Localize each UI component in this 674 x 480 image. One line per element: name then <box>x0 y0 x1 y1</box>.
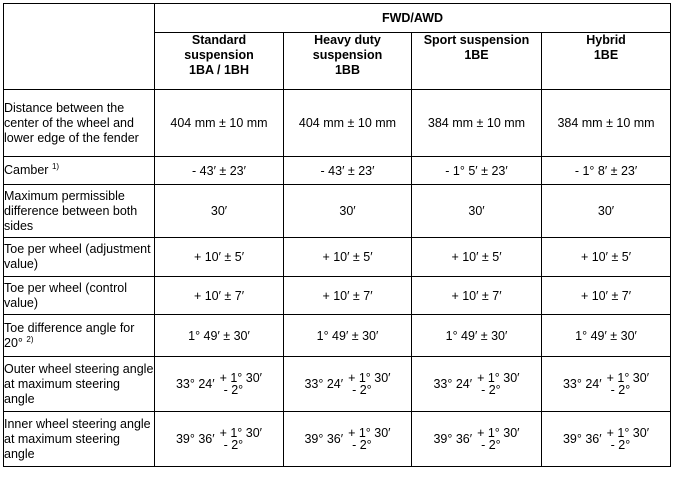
table-row <box>4 90 671 157</box>
value-cell: 1° 49′ ± 30′ <box>284 315 412 357</box>
steering-value-cell <box>284 357 412 412</box>
row-label: Toe per wheel (adjustment value) <box>4 238 155 277</box>
value-cell: - 43′ ± 23′ <box>155 157 284 185</box>
tolerance-minus: - 2° <box>610 438 631 452</box>
column-header-line: 1BB <box>334 63 360 77</box>
column-header-line: suspension <box>312 48 383 62</box>
tolerance-minus: - 2° <box>481 438 501 452</box>
steering-value-cell <box>412 357 542 412</box>
column-header-line: 1BA / 1BH <box>189 63 249 77</box>
footnote-marker: 1) <box>51 162 60 171</box>
steering-base-value: 39° 36′ <box>304 432 344 446</box>
steering-tolerance <box>607 372 649 396</box>
row-label: Toe per wheel (control value) <box>4 277 155 315</box>
column-header-line: 1BE <box>593 48 619 62</box>
tolerance-plus: + 1° 30′ <box>477 426 520 440</box>
value-cell: 404 mm ± 10 mm <box>155 90 284 157</box>
steering-tolerance <box>477 427 519 451</box>
table-row <box>4 277 671 315</box>
value-cell: 1° 49′ ± 30′ <box>542 315 671 357</box>
table-row <box>4 157 671 185</box>
column-header-standard <box>155 33 284 90</box>
value-cell: 1° 49′ ± 30′ <box>155 315 284 357</box>
tolerance-minus: - 2° <box>481 383 501 397</box>
value-cell: 30′ <box>542 185 671 238</box>
row-label-cell <box>4 315 155 357</box>
value-cell: 30′ <box>284 185 412 238</box>
tolerance-minus: - 2° <box>352 438 372 452</box>
tolerance-plus: + 1° 30′ <box>606 426 650 440</box>
steering-tolerance <box>348 427 390 451</box>
value-cell: 384 mm ± 10 mm <box>542 90 671 157</box>
table-row <box>4 315 671 357</box>
steering-base-value: 33° 24′ <box>304 377 344 391</box>
tolerance-plus: + 1° 30′ <box>606 371 650 385</box>
value-cell: + 10′ ± 5′ <box>284 238 412 277</box>
value-cell: 404 mm ± 10 mm <box>284 90 412 157</box>
value-cell: - 1° 5′ ± 23′ <box>412 157 542 185</box>
steering-value-cell <box>155 357 284 412</box>
tolerance-plus: + 1° 30′ <box>477 371 520 385</box>
value-cell: + 10′ ± 7′ <box>542 277 671 315</box>
column-header-heavy-duty <box>284 33 412 90</box>
row-label: Distance between the center of the wheel and lower edge of the fender <box>4 90 155 157</box>
steering-value-cell <box>542 357 671 412</box>
value-cell: + 10′ ± 7′ <box>412 277 542 315</box>
value-cell: + 10′ ± 7′ <box>155 277 284 315</box>
steering-base-value: 33° 24′ <box>175 377 215 391</box>
table-row <box>4 357 671 412</box>
column-header-line: Hybrid <box>586 33 626 47</box>
value-cell: 1° 49′ ± 30′ <box>412 315 542 357</box>
value-cell: 30′ <box>412 185 542 238</box>
row-label: Camber <box>4 163 49 177</box>
column-header-line: 1BE <box>464 48 489 62</box>
row-label: Maximum permissible difference between both sides <box>4 185 155 238</box>
steering-base-value: 33° 24′ <box>433 377 473 391</box>
column-header-hybrid <box>542 33 671 90</box>
group-header: FWD/AWD <box>155 4 671 33</box>
steering-value-cell <box>542 412 671 467</box>
tolerance-minus: - 2° <box>223 383 244 397</box>
steering-value-cell <box>412 412 542 467</box>
steering-tolerance <box>607 427 649 451</box>
row-label: Outer wheel steering angle at maximum steering angle <box>4 357 155 412</box>
footnote-marker: 2) <box>26 334 34 344</box>
table-row <box>4 412 671 467</box>
table-row <box>4 238 671 277</box>
column-header-line: Heavy duty <box>314 33 381 47</box>
column-header-sport <box>412 33 542 90</box>
steering-value-cell <box>155 412 284 467</box>
tolerance-plus: + 1° 30′ <box>219 426 263 440</box>
value-cell: 384 mm ± 10 mm <box>412 90 542 157</box>
value-cell: + 10′ ± 5′ <box>542 238 671 277</box>
tolerance-minus: - 2° <box>223 438 244 452</box>
wheel-alignment-spec-table <box>3 3 671 467</box>
tolerance-plus: + 1° 30′ <box>348 371 391 385</box>
tolerance-plus: + 1° 30′ <box>348 426 391 440</box>
value-cell: - 43′ ± 23′ <box>284 157 412 185</box>
value-cell: + 10′ ± 5′ <box>155 238 284 277</box>
column-header-line: Standard <box>191 33 247 47</box>
tolerance-minus: - 2° <box>352 383 372 397</box>
row-label: Toe difference angle for 20° <box>4 320 135 350</box>
column-header-line: suspension <box>184 48 254 62</box>
steering-base-value: 39° 36′ <box>433 432 473 446</box>
steering-base-value: 33° 24′ <box>562 377 602 391</box>
value-cell: + 10′ ± 5′ <box>412 238 542 277</box>
value-cell: - 1° 8′ ± 23′ <box>542 157 671 185</box>
row-label-cell <box>4 157 155 185</box>
table-row <box>4 185 671 238</box>
steering-tolerance <box>477 372 519 396</box>
corner-cell <box>4 4 155 90</box>
tolerance-minus: - 2° <box>610 383 631 397</box>
tolerance-plus: + 1° 30′ <box>219 371 263 385</box>
column-header-line: Sport suspension <box>423 33 530 47</box>
value-cell: + 10′ ± 7′ <box>284 277 412 315</box>
steering-tolerance <box>220 372 262 396</box>
steering-base-value: 39° 36′ <box>562 432 602 446</box>
steering-tolerance <box>220 427 262 451</box>
steering-value-cell <box>284 412 412 467</box>
group-header-row <box>4 4 671 33</box>
steering-tolerance <box>348 372 390 396</box>
value-cell: 30′ <box>155 185 284 238</box>
steering-base-value: 39° 36′ <box>175 432 215 446</box>
row-label: Inner wheel steering angle at maximum steering angle <box>4 412 155 467</box>
